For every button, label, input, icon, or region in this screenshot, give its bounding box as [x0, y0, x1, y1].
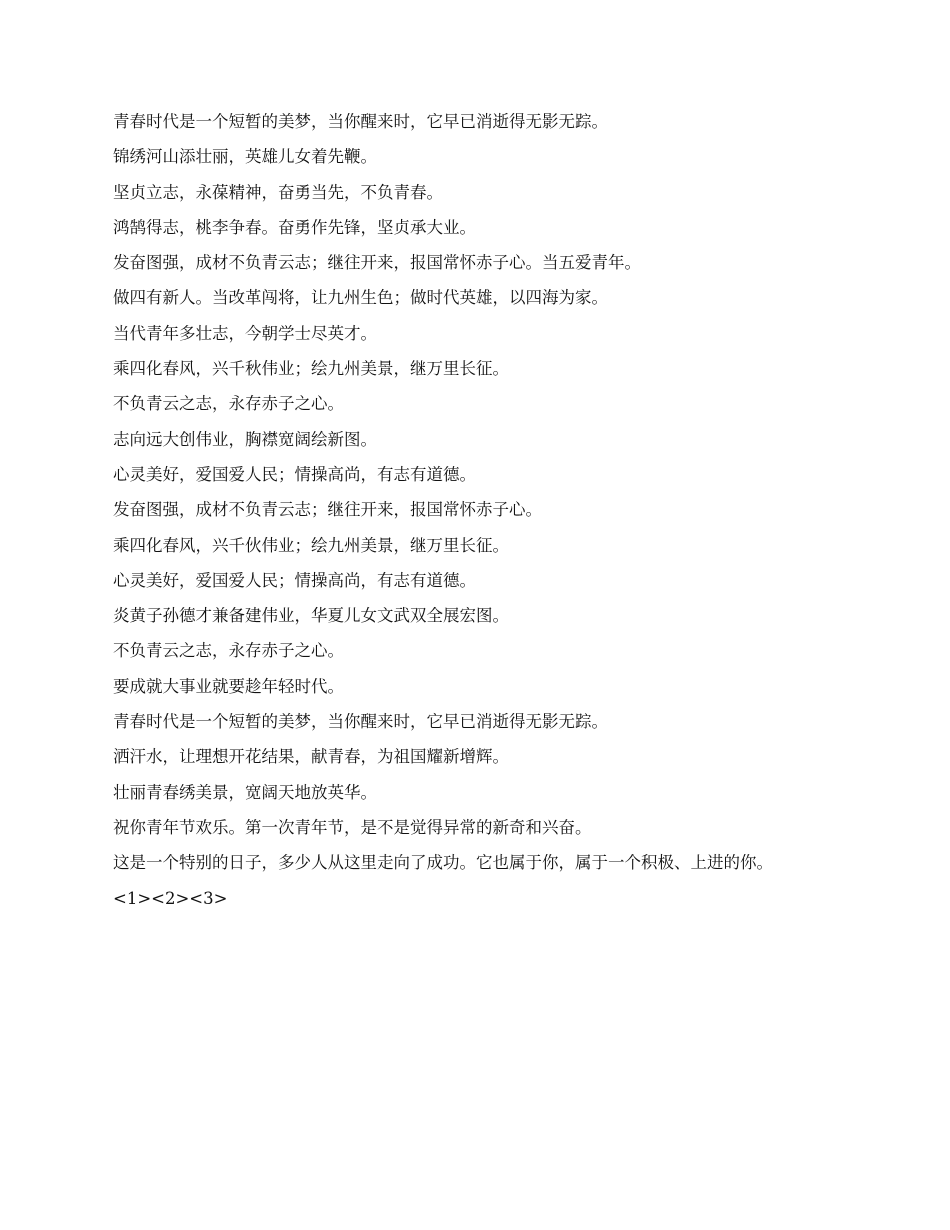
- document-body: [113, 113, 828, 908]
- text-line: 炎黄子孙德才兼备建伟业，华夏儿女文武双全展宏图。: [113, 606, 509, 626]
- text-line: 壮丽青春绣美景，宽阔天地放英华。: [113, 782, 377, 802]
- text-line: 锦绣河山添壮丽，英雄儿女着先鞭。: [113, 147, 377, 167]
- text-line: 乘四化春风，兴千伙伟业；绘九州美景，继万里长征。: [113, 535, 509, 555]
- text-line: 青春时代是一个短暂的美梦，当你醒来时，它早已消逝得无影无踪。: [113, 112, 608, 131]
- text-line: 当代青年多壮志，今朝学士尽英才。: [113, 323, 377, 343]
- text-line: 这是一个特别的日子，多少人从这里走向了成功。它也属于你，属于一个积极、上进的你。: [113, 853, 773, 873]
- text-line: 心灵美好，爱国爱人民；情操高尚，有志有道德。: [113, 464, 476, 484]
- text-line: 青春时代是一个短暂的美梦，当你醒来时，它早已消逝得无影无踪。: [113, 712, 608, 732]
- text-line: 心灵美好，爱国爱人民；情操高尚，有志有道德。: [113, 570, 476, 590]
- text-line: 要成就大事业就要趁年轻时代。: [113, 676, 344, 696]
- text-line: 志向远大创伟业，胸襟宽阔绘新图。: [113, 429, 377, 449]
- text-line: 坚贞立志，永葆精神，奋勇当先，不负青春。: [113, 182, 443, 202]
- text-line: 发奋图强，成材不负青云志；继往开来，报国常怀赤子心。: [113, 500, 542, 520]
- text-line: 鸿鹄得志，桃李争春。奋勇作先锋，坚贞承大业。: [113, 217, 476, 237]
- text-line: 洒汗水，让理想开花结果，献青春，为祖国耀新增辉。: [113, 747, 509, 767]
- text-line: 发奋图强，成材不负青云志；继往开来，报国常怀赤子心。当五爱青年。: [113, 253, 641, 273]
- text-line: 做四有新人。当改革闯将，让九州生色；做时代英雄，以四海为家。: [113, 288, 608, 308]
- text-line: 不负青云之志，永存赤子之心。: [113, 641, 344, 661]
- text-line: 祝你青年节欢乐。第一次青年节，是不是觉得异常的新奇和兴奋。: [113, 817, 592, 837]
- pagination-links[interactable]: <1><2><3>: [113, 888, 228, 908]
- text-line: 不负青云之志，永存赤子之心。: [113, 394, 344, 414]
- text-line: 乘四化春风，兴千秋伟业；绘九州美景，继万里长征。: [113, 359, 509, 379]
